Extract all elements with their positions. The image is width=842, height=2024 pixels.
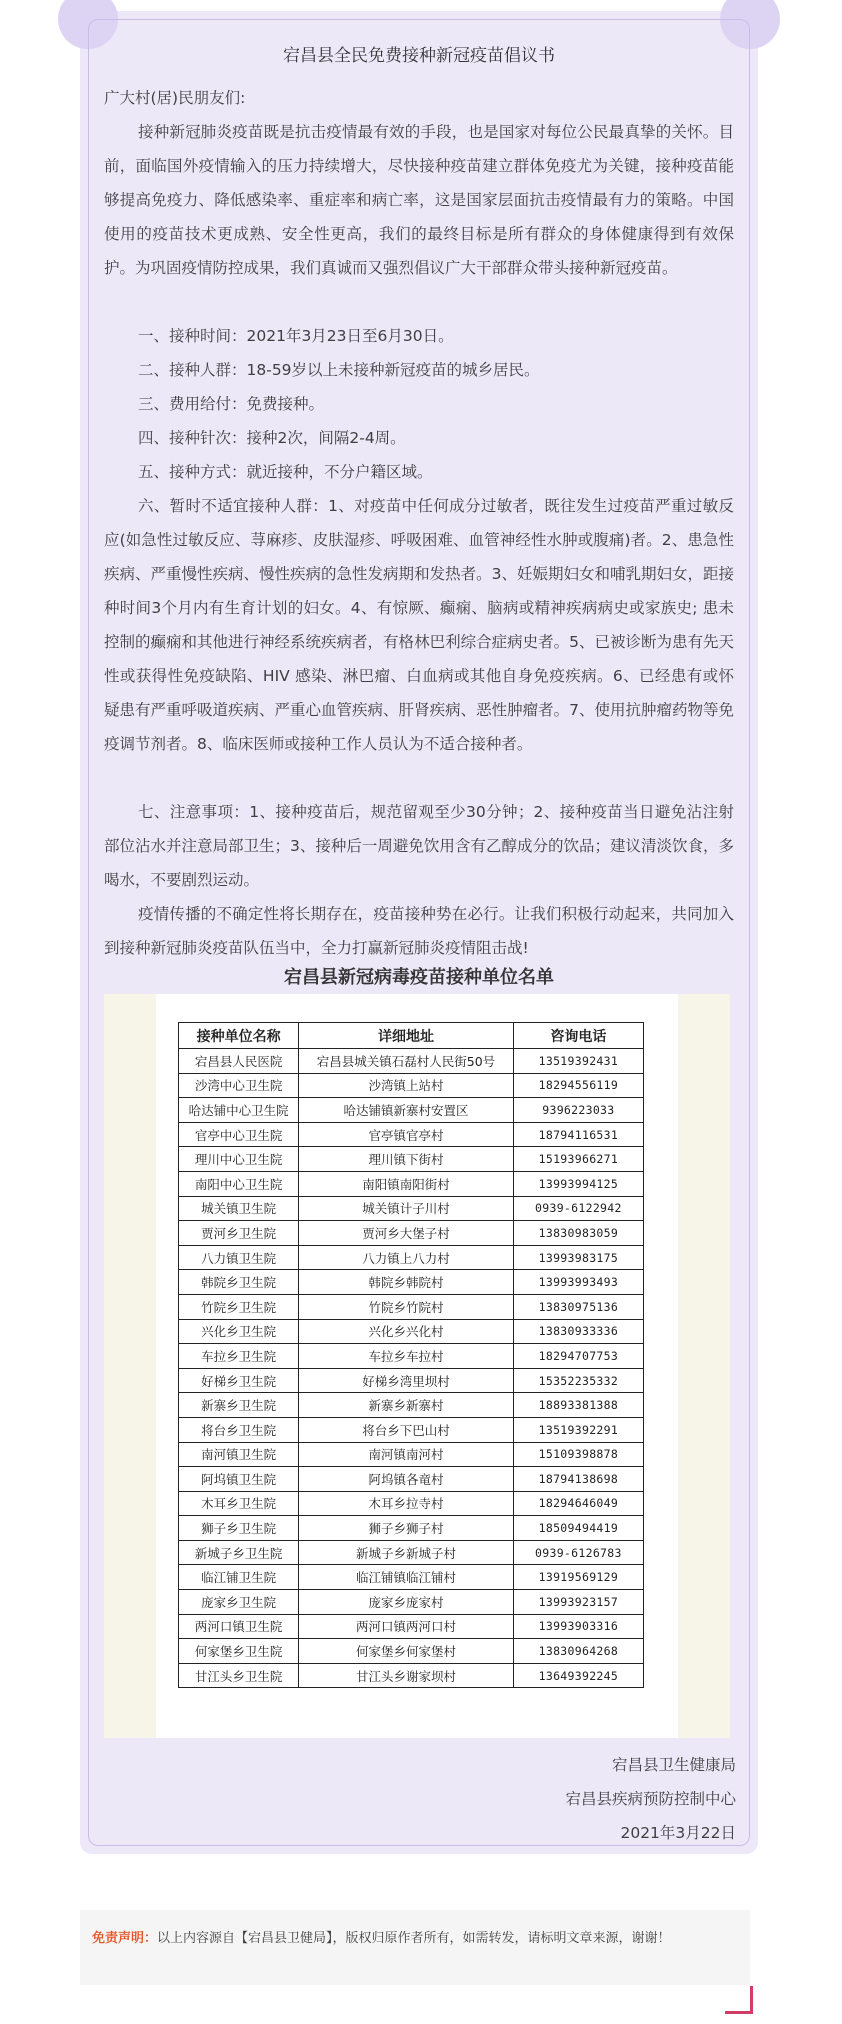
cell-phone: 18294556119	[513, 1073, 643, 1098]
table-row	[179, 1171, 644, 1196]
cell-unit-name: 新城子乡卫生院	[179, 1540, 299, 1565]
disclaimer-box	[80, 1910, 750, 1985]
cell-phone: 13993983175	[513, 1245, 643, 1270]
notice-card	[80, 11, 758, 1854]
cell-phone: 0939-6122942	[513, 1196, 643, 1221]
cell-address: 木耳乡拉寺村	[299, 1491, 514, 1516]
cell-phone: 0939-6126783	[513, 1540, 643, 1565]
cell-phone: 9396223033	[513, 1098, 643, 1123]
cell-unit-name: 好梯乡卫生院	[179, 1368, 299, 1393]
cell-phone: 13830975136	[513, 1294, 643, 1319]
cell-phone: 13830983059	[513, 1221, 643, 1246]
table-row	[179, 1245, 644, 1270]
table-row	[179, 1147, 644, 1172]
table-row	[179, 1639, 644, 1664]
cell-unit-name: 阿坞镇卫生院	[179, 1467, 299, 1492]
table-row	[179, 1393, 644, 1418]
table-row	[179, 1614, 644, 1639]
cell-phone: 18794116531	[513, 1122, 643, 1147]
cell-address: 南阳镇南阳街村	[299, 1171, 514, 1196]
header-unit-name: 接种单位名称	[179, 1023, 299, 1049]
cell-address: 竹院乡竹院村	[299, 1294, 514, 1319]
cell-address: 兴化乡兴化村	[299, 1319, 514, 1344]
cell-phone: 18294707753	[513, 1344, 643, 1369]
cell-phone: 18794138698	[513, 1467, 643, 1492]
greeting: 广大村(居)民朋友们:	[104, 89, 246, 107]
cell-phone: 13993923157	[513, 1590, 643, 1615]
notice-title: 宕昌县全民免费接种新冠疫苗倡议书	[283, 46, 555, 66]
cell-address: 临江铺镇临江铺村	[299, 1565, 514, 1590]
table-row	[179, 1049, 644, 1074]
cell-unit-name: 理川中心卫生院	[179, 1147, 299, 1172]
cell-address: 哈达铺镇新寨村安置区	[299, 1098, 514, 1123]
cell-address: 狮子乡狮子村	[299, 1516, 514, 1541]
cell-address: 官亭镇官亭村	[299, 1122, 514, 1147]
signature-date: 2021年3月22日	[620, 1824, 736, 1842]
cell-unit-name: 哈达铺中心卫生院	[179, 1098, 299, 1123]
cell-address: 宕昌县城关镇石磊村人民街50号	[299, 1049, 514, 1074]
cell-address: 何家堡乡何家堡村	[299, 1639, 514, 1664]
cell-unit-name: 将台乡卫生院	[179, 1417, 299, 1442]
header-phone: 咨询电话	[513, 1023, 643, 1049]
cell-unit-name: 八力镇卫生院	[179, 1245, 299, 1270]
item-method: 五、接种方式：就近接种，不分户籍区域。	[138, 463, 433, 481]
table-row	[179, 1540, 644, 1565]
table-row	[179, 1319, 644, 1344]
table-row	[179, 1516, 644, 1541]
disclaimer-text: 以上内容源自【宕昌县卫健局】，版权归原作者所有，如需转发，请标明文章来源，谢谢！	[157, 1931, 671, 1946]
item-target-population: 二、接种人群：18-59岁以上未接种新冠疫苗的城乡居民。	[138, 361, 540, 379]
cell-address: 阿坞镇各竜村	[299, 1467, 514, 1492]
signature-org-health-bureau: 宕昌县卫生健康局	[611, 1756, 736, 1774]
cell-phone: 15109398878	[513, 1442, 643, 1467]
corner-bracket-decoration	[725, 1986, 753, 2014]
cell-address: 理川镇下街村	[299, 1147, 514, 1172]
table-row	[179, 1368, 644, 1393]
cell-unit-name: 临江铺卫生院	[179, 1565, 299, 1590]
unit-list-title: 宕昌县新冠病毒疫苗接种单位名单	[284, 967, 554, 988]
table-image-panel	[104, 994, 730, 1738]
item-precautions: 七、注意事项：1、接种疫苗后，规范留观至少30分钟；2、接种疫苗当日避免沾注射部位沾水并注意局部卫生；3、接种后一周避免饮用含有乙醇成分的饮品；建议清淡饮食，多喝水，不要剧烈运动。	[104, 803, 734, 889]
disclaimer-label: 免责声明：	[92, 1931, 158, 1946]
cell-unit-name: 城关镇卫生院	[179, 1196, 299, 1221]
table-row	[179, 1196, 644, 1221]
closing-paragraph: 疫情传播的不确定性将长期存在，疫苗接种势在必行。让我们积极行动起来，共同加入到接种新冠肺炎疫苗队伍当中，全力打赢新冠肺炎疫情阻击战!	[104, 905, 734, 957]
table-row	[179, 1467, 644, 1492]
table-row	[179, 1565, 644, 1590]
table-row	[179, 1221, 644, 1246]
cell-phone: 13993994125	[513, 1171, 643, 1196]
item-vaccination-time: 一、接种时间：2021年3月23日至6月30日。	[138, 327, 454, 345]
table-row	[179, 1590, 644, 1615]
cell-unit-name: 车拉乡卫生院	[179, 1344, 299, 1369]
table-header-row	[179, 1023, 644, 1049]
cell-unit-name: 韩院乡卫生院	[179, 1270, 299, 1295]
item-doses: 四、接种针次：接种2次，间隔2-4周。	[138, 429, 406, 447]
cell-unit-name: 南河镇卫生院	[179, 1442, 299, 1467]
cell-address: 新寨乡新寨村	[299, 1393, 514, 1418]
cell-unit-name: 狮子乡卫生院	[179, 1516, 299, 1541]
cell-unit-name: 沙湾中心卫生院	[179, 1073, 299, 1098]
cell-unit-name: 两河口镇卫生院	[179, 1614, 299, 1639]
cell-address: 沙湾镇上站村	[299, 1073, 514, 1098]
cell-unit-name: 宕昌县人民医院	[179, 1049, 299, 1074]
cell-unit-name: 庞家乡卫生院	[179, 1590, 299, 1615]
table-row	[179, 1073, 644, 1098]
cell-phone: 13993903316	[513, 1614, 643, 1639]
cell-phone: 13830964268	[513, 1639, 643, 1664]
cell-unit-name: 新寨乡卫生院	[179, 1393, 299, 1418]
table-row	[179, 1270, 644, 1295]
cell-address: 将台乡下巴山村	[299, 1417, 514, 1442]
cell-phone: 13830933336	[513, 1319, 643, 1344]
table-paper	[156, 994, 678, 1738]
cell-address: 新城子乡新城子村	[299, 1540, 514, 1565]
cell-address: 车拉乡车拉村	[299, 1344, 514, 1369]
cell-unit-name: 兴化乡卫生院	[179, 1319, 299, 1344]
cell-phone: 18509494419	[513, 1516, 643, 1541]
cell-address: 八力镇上八力村	[299, 1245, 514, 1270]
table-row	[179, 1491, 644, 1516]
cell-address: 庞家乡庞家村	[299, 1590, 514, 1615]
intro-paragraph: 接种新冠肺炎疫苗既是抗击疫情最有效的手段，也是国家对每位公民最真挚的关怀。目前，面临国外疫情输入的压力持续增大，尽快接种疫苗建立群体免疫尤为关键，接种疫苗能够提高免疫力、降低感染率、重症率和病亡率，这是国家层面抗击疫情最有力的策略。中国使用的疫苗技术更成熟、安全性更高，我们的最终目标是所有群众的身体健康得到有效保护。为巩固疫情防控成果，我们真诚而又强烈倡议广大干部群众带头接种新冠疫苗。	[104, 123, 734, 277]
table-row	[179, 1663, 644, 1688]
table-row	[179, 1417, 644, 1442]
cell-unit-name: 贾河乡卫生院	[179, 1221, 299, 1246]
cell-phone: 13649392245	[513, 1663, 643, 1688]
table-row	[179, 1344, 644, 1369]
cell-phone: 18893381388	[513, 1393, 643, 1418]
item-cost: 三、费用给付：免费接种。	[138, 395, 325, 413]
table-row	[179, 1098, 644, 1123]
cell-unit-name: 南阳中心卫生院	[179, 1171, 299, 1196]
cell-phone: 13919569129	[513, 1565, 643, 1590]
cell-address: 好梯乡湾里坝村	[299, 1368, 514, 1393]
table-row	[179, 1122, 644, 1147]
cell-phone: 15352235332	[513, 1368, 643, 1393]
cell-unit-name: 木耳乡卫生院	[179, 1491, 299, 1516]
cell-address: 韩院乡韩院村	[299, 1270, 514, 1295]
cell-phone: 13993993493	[513, 1270, 643, 1295]
cell-address: 两河口镇两河口村	[299, 1614, 514, 1639]
cell-unit-name: 竹院乡卫生院	[179, 1294, 299, 1319]
cell-unit-name: 甘江头乡卫生院	[179, 1663, 299, 1688]
cell-phone: 13519392291	[513, 1417, 643, 1442]
item-contraindications: 六、暂时不适宜接种人群：1、对疫苗中任何成分过敏者，既往发生过疫苗严重过敏反应(如急性过敏反应、荨麻疹、皮肤湿疹、呼吸困难、血管神经性水肿或腹痛)者。2、患急性疾病、严重慢性疾病、慢性疾病的急性发病期和发热者。3、妊娠期妇女和哺乳期妇女，距接种时间3个月内有生育计划的妇女。4、有惊厥、癫痫、脑病或精神疾病病史或家族史; 患未控制的癫痫和其他进行神经系统疾病者，有格林巴利综合症病史者。5、已被诊断为患有先天性或获得性免疫缺陷、HIV 感染、淋巴瘤、白血病或其他自身免疫疾病。6、已经患有或怀疑患有严重呼吸道疾病、严重心血管疾病、肝肾疾病、恶性肿瘤者。7、使用抗肿瘤药物等免疫调节剂者。8、临床医师或接种工作人员认为不适合接种者。	[104, 497, 734, 753]
table-row	[179, 1442, 644, 1467]
vaccination-unit-table	[178, 1022, 644, 1688]
cell-phone: 18294646049	[513, 1491, 643, 1516]
cell-address: 贾河乡大堡子村	[299, 1221, 514, 1246]
table-row	[179, 1294, 644, 1319]
cell-unit-name: 何家堡乡卫生院	[179, 1639, 299, 1664]
signature-org-cdc: 宕昌县疾病预防控制中心	[565, 1790, 736, 1808]
header-address: 详细地址	[299, 1023, 514, 1049]
cell-phone: 15193966271	[513, 1147, 643, 1172]
cell-unit-name: 官亭中心卫生院	[179, 1122, 299, 1147]
cell-address: 南河镇南河村	[299, 1442, 514, 1467]
cell-address: 甘江头乡谢家坝村	[299, 1663, 514, 1688]
cell-address: 城关镇计子川村	[299, 1196, 514, 1221]
cell-phone: 13519392431	[513, 1049, 643, 1074]
table-body	[179, 1049, 644, 1688]
